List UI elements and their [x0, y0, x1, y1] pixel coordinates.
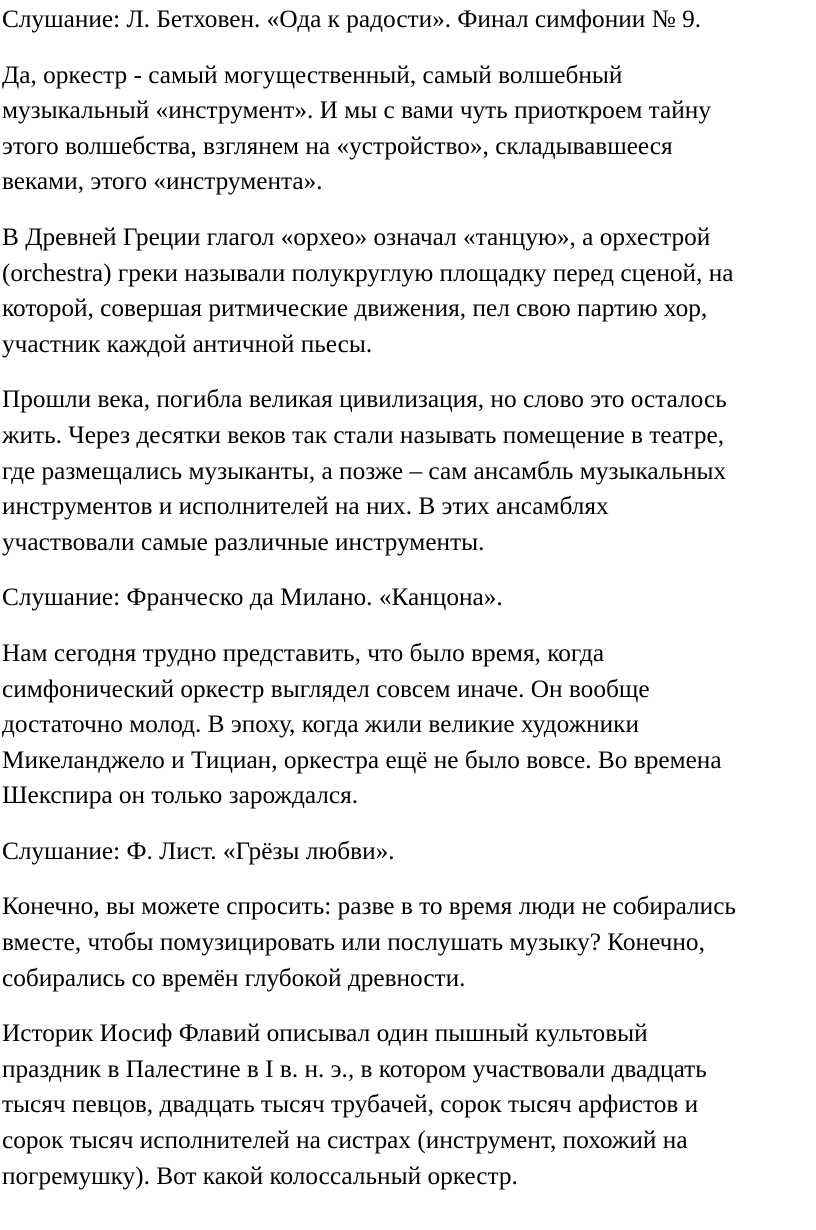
listening-beethoven-line: Слушание: Л. Бетховен. «Ода к радости». Финал симфонии № 9.	[2, 5, 702, 33]
paragraph-young-orchestra: Нам сегодня трудно представить, что было время, когда симфонический оркестр выглядел совсем иначе. Он вообще достаточно молод. В эпоху, когда жили великие художники Микеланджело и Тициан, оркестра ещё не было вовсе. Во времена Шекспира он только зарождался.	[2, 638, 722, 810]
paragraph-ancient-gatherings: Конечно, вы можете спросить: разве в то время люди не собирались вместе, чтобы помузицировать или послушать музыку? Конечно, собирались со времён глубокой древности.	[2, 892, 736, 992]
listening-milano-line: Слушание: Франческо да Милано. «Канцона».	[2, 583, 503, 612]
paragraph-josephus-festival: Историк Иосиф Флавий описывал один пышный культовый праздник в Палестине в I в. н. э., в котором участвовали двадцать тысяч певцов, двадцать тысяч трубачей, сорок тысяч арфистов и сорок тысяч исполнителей на систрах (инструмент, похожий на погремушку). Вот какой колоссальный оркестр.	[2, 1019, 707, 1190]
paragraph-centuries-passed: Прошли века, погибла великая цивилизация, но слово это осталось жить. Через десятки веков так стали называть помещение в театре, где размещались музыканты, а позже – сам ансамбль музыкальных инструментов и исполнителей на них. В этих ансамблях участвовали самые различные инструменты.	[2, 385, 727, 556]
listening-liszt-line: Слушание: Ф. Лист. «Грёзы любви».	[2, 836, 395, 865]
paragraph-orchestra-intro: Да, оркестр - самый могущественный, самый волшебный музыкальный «инструмент». И мы с вами чуть приоткроем тайну этого волшебства, взглянем на «устройство», складывавшееся веками, этого «инструмента».	[2, 60, 711, 196]
paragraph-ancient-greece: В Древней Греции глагол «орхео» означал «танцую», а орхестрой (orchestra) греки называли полукруглую площадку перед сценой, на которой, совершая ритмические движения, пел свою партию хор, участник каждой античной пьесы.	[2, 222, 734, 358]
